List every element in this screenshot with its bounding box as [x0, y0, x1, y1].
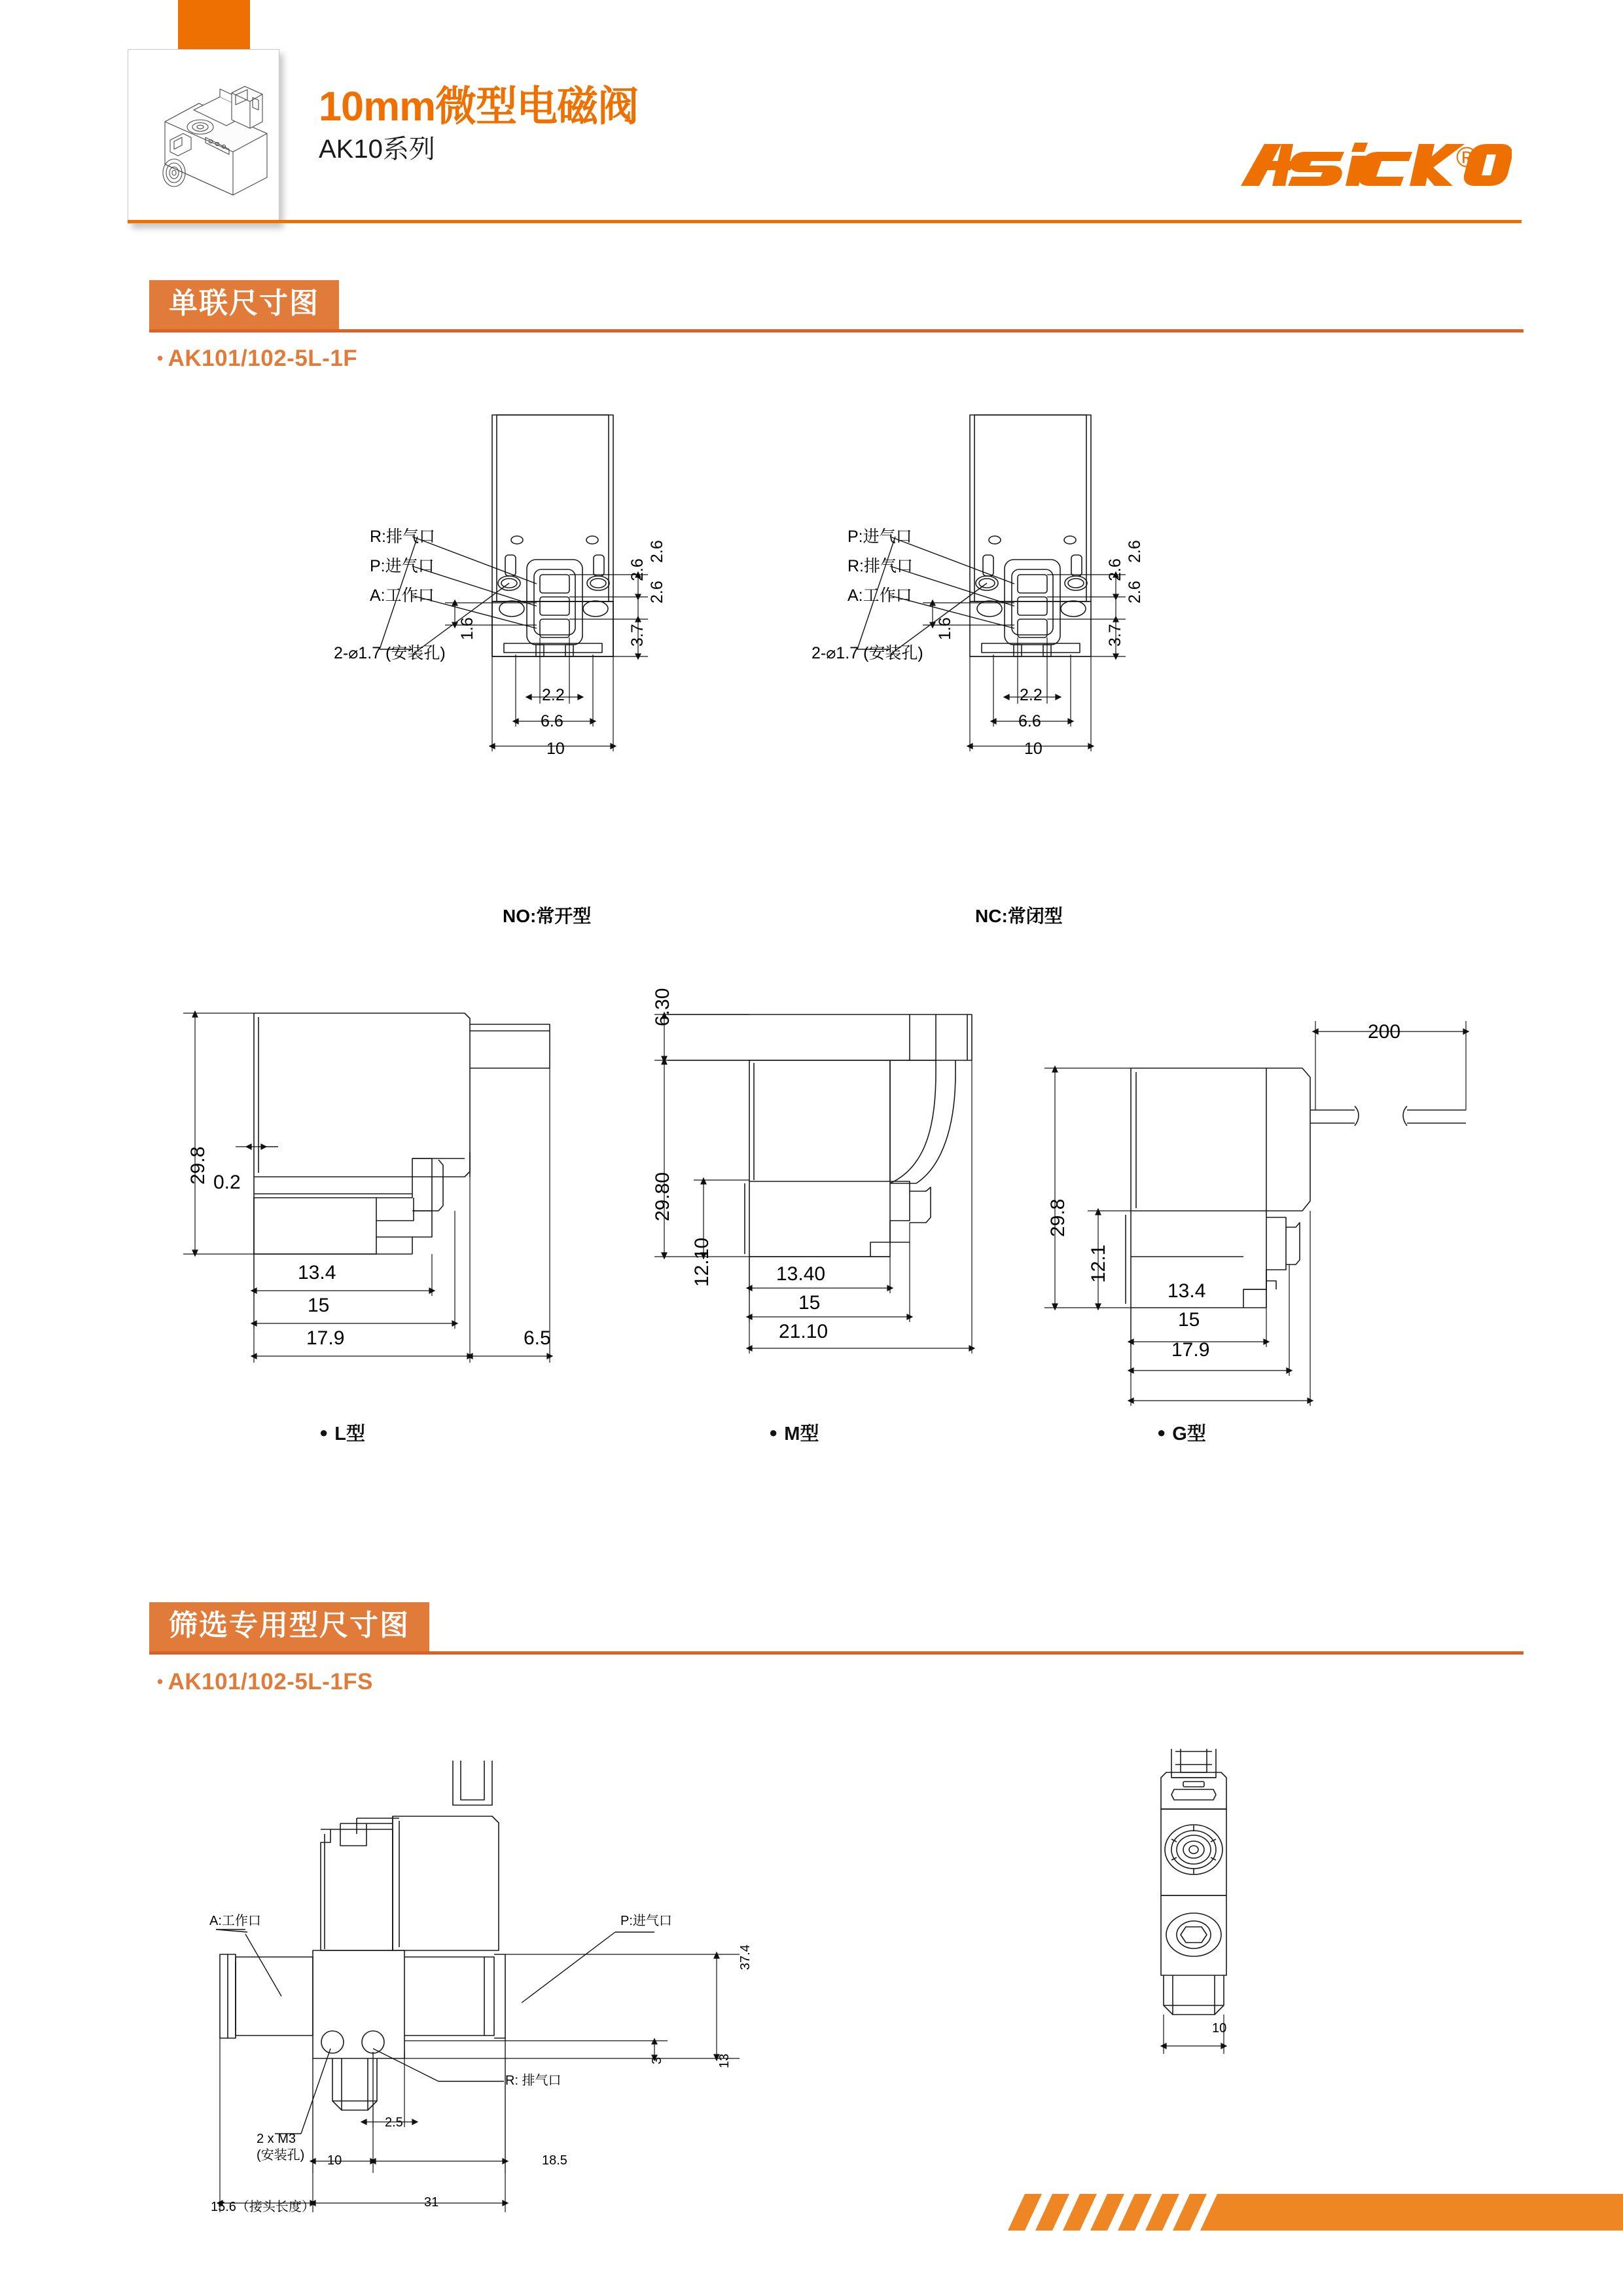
nc-dim-2p2: 2.2	[1020, 686, 1043, 704]
no-dim-6p6: 6.6	[541, 712, 563, 730]
model-label-1fs	[157, 1669, 373, 1695]
diameter-icon: ⌀	[826, 644, 836, 662]
l-dim-13p4: 13.4	[298, 1262, 336, 1283]
page-title: 10mm微型电磁阀	[319, 84, 639, 130]
bullet-icon: ●	[1157, 1424, 1166, 1441]
fs-dim-total-height: 37.4	[738, 1945, 753, 1970]
registered-trademark-icon: ®	[1456, 141, 1478, 173]
nc-port-label-r: R:排气口	[847, 557, 914, 575]
fs-port-label-p: P:进气口	[620, 1914, 672, 1928]
m-dim-13p4: 13.40	[776, 1263, 826, 1285]
fs-dim-10: 10	[327, 2153, 342, 2168]
g-dim-lead: 200	[1368, 1021, 1401, 1043]
model-label-1f	[157, 346, 357, 372]
m-dim-height: 29.80	[652, 1172, 673, 1221]
drawing-fs-side-view	[196, 1761, 746, 2258]
nc-dim-6p6: 6.6	[1018, 712, 1041, 730]
fs-port-label-a: A:工作口	[209, 1914, 261, 1928]
section-1-title: 单联尺寸图	[149, 280, 339, 329]
l-dim-15: 15	[308, 1295, 330, 1316]
l-dim-height: 29.8	[187, 1146, 209, 1185]
no-caption: NO:常开型	[503, 906, 592, 926]
page-subtitle: AK10系列	[319, 135, 435, 164]
l-dim-step: 0.2	[213, 1172, 241, 1193]
nc-dim-3p7: 3.7	[1106, 624, 1124, 647]
fs-dim-3: 3	[650, 2056, 664, 2064]
drawing-fs-front-view	[1152, 1746, 1348, 2204]
m-dim-15: 15	[798, 1292, 821, 1314]
no-dim-2p6-b: 2.6	[628, 558, 647, 581]
g-dim-13p4: 13.4	[1168, 1280, 1206, 1302]
nc-caption: NC:常闭型	[975, 906, 1063, 926]
l-dim-6p5: 6.5	[524, 1327, 551, 1349]
section-header-2	[149, 1602, 1524, 1655]
bullet-icon: •	[157, 1672, 164, 1691]
no-dim-2p2: 2.2	[542, 686, 565, 704]
fs-port-label-r: R: 排气口	[505, 2073, 562, 2088]
bullet-icon: •	[157, 348, 164, 368]
g-dim-inner: 12.1	[1088, 1244, 1109, 1283]
nc-mounting-hole-note: 2-⌀1.7 (安装孔)	[812, 644, 923, 662]
nc-dim-2p6-c: 2.6	[1126, 581, 1144, 603]
l-type-caption: ● L型	[319, 1424, 366, 1444]
no-dim-10: 10	[546, 740, 565, 758]
m-dim-inner: 12.10	[691, 1237, 713, 1287]
drawing-l-type	[157, 995, 563, 1545]
no-dim-2p6-a: 2.6	[648, 540, 666, 563]
no-dim-3p7: 3.7	[628, 624, 647, 647]
no-dim-1p6: 1.6	[458, 617, 476, 640]
fs-dim-13: 13	[717, 2053, 732, 2068]
fs-dim-31: 31	[424, 2195, 439, 2210]
nc-port-label-p: P:进气口	[847, 528, 912, 546]
diameter-icon: ⌀	[348, 644, 359, 662]
model-text: AK101/102-5L-1F	[168, 346, 358, 371]
header-text-block	[319, 85, 1104, 164]
nc-dim-10: 10	[1024, 740, 1043, 758]
fs-dim-2p5: 2.5	[385, 2115, 403, 2130]
nc-dim-2p6-a: 2.6	[1126, 540, 1144, 563]
nc-dim-1p6: 1.6	[936, 617, 954, 640]
fs-dim-connector: 15.6（接头长度）	[211, 2200, 315, 2214]
section-2-divider	[149, 1651, 1524, 1655]
no-port-label-p: P:进气口	[370, 557, 435, 575]
m-dim-top: 6.30	[652, 988, 673, 1026]
section-2-title: 筛选专用型尺寸图	[149, 1602, 429, 1651]
g-dim-height: 29.8	[1047, 1198, 1069, 1237]
no-port-label-r: R:排气口	[370, 528, 436, 546]
bullet-icon: ●	[319, 1424, 329, 1441]
nc-port-label-a: A:工作口	[847, 586, 912, 605]
fs-mounting-hole-note: 2 x M3 (安装孔)	[257, 2132, 305, 2162]
m-type-caption: ● M型	[769, 1424, 819, 1444]
drawing-g-type	[1014, 995, 1486, 1545]
g-dim-15: 15	[1178, 1309, 1200, 1331]
g-dim-17p9: 17.9	[1171, 1339, 1210, 1361]
section-header-1	[149, 280, 1524, 332]
m-dim-21p1: 21.10	[779, 1321, 829, 1342]
fs-dim-18p5: 18.5	[542, 2153, 567, 2168]
fs-front-dim-width: 10	[1212, 2021, 1227, 2036]
model-text: AK101/102-5L-1FS	[168, 1669, 374, 1695]
section-1-divider	[149, 329, 1524, 332]
header-divider	[128, 220, 1522, 223]
g-type-caption: ● G型	[1157, 1424, 1206, 1444]
nc-dim-2p6-b: 2.6	[1106, 558, 1124, 581]
no-mounting-hole-note: 2-⌀1.7 (安装孔)	[334, 644, 446, 662]
l-dim-17p9: 17.9	[306, 1327, 345, 1349]
bullet-icon: ●	[769, 1424, 778, 1441]
footer-stripe-decoration	[1008, 2194, 1623, 2231]
no-dim-2p6-c: 2.6	[648, 581, 666, 603]
product-photo	[128, 49, 279, 224]
no-port-label-a: A:工作口	[370, 586, 435, 605]
